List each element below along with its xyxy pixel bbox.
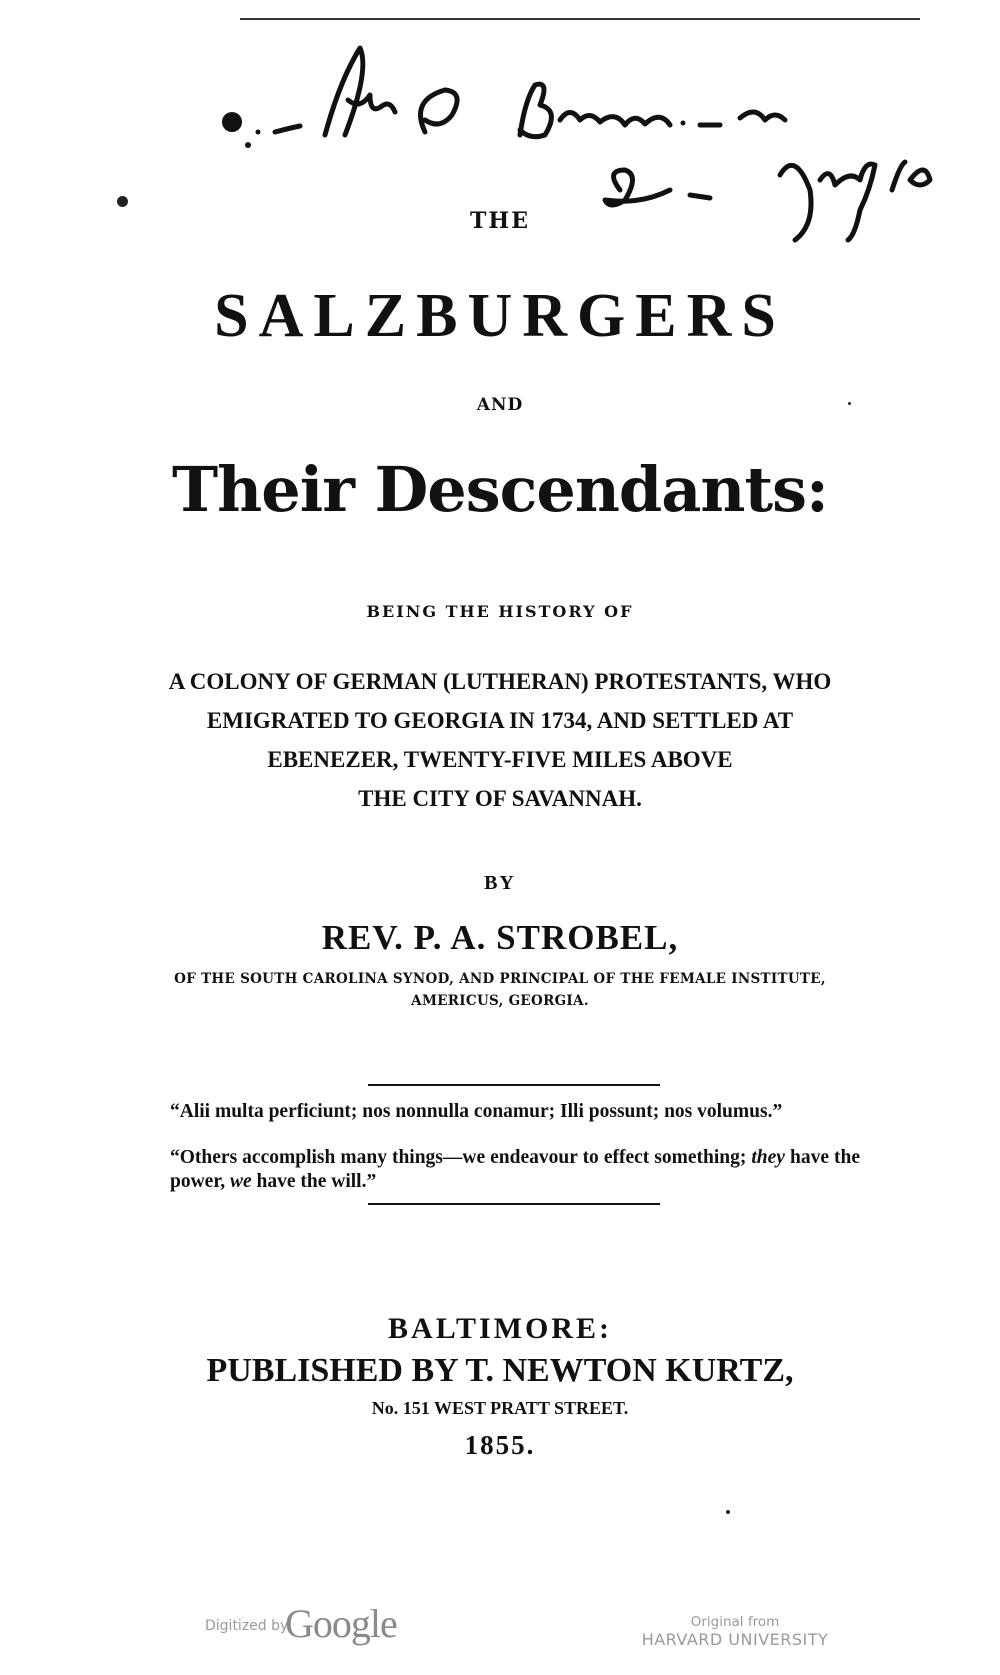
author-affiliation: [0, 968, 1000, 1012]
description-line: THE CITY OF SAVANNAH.: [358, 786, 642, 811]
original-from-label: Original from: [690, 1614, 780, 1630]
publication-city: BALTIMORE:: [388, 1312, 612, 1345]
publication-year: 1855.: [464, 1430, 536, 1460]
title-article: THE: [470, 208, 530, 234]
epigraph-english-part: “Others accomplish many things—we endeavour to effect something;: [170, 1147, 752, 1168]
epigraph-english: [170, 1146, 860, 1194]
by-label: BY: [484, 872, 516, 894]
publisher-address: No. 151 WEST PRATT STREET.: [371, 1398, 629, 1418]
description-line: EBENEZER, TWENTY-FIVE MILES ABOVE: [267, 747, 733, 772]
institution-name: HARVARD UNIVERSITY: [641, 1630, 829, 1649]
epigraph-english-part: have the power,: [170, 1147, 860, 1192]
epigraph-bottom-rule: [368, 1203, 660, 1205]
book-title: SALZBURGERS: [214, 282, 786, 350]
author-name: REV. P. A. STROBEL,: [321, 918, 679, 957]
google-logo: Google: [285, 1601, 397, 1646]
digitized-by-label: Digitized by: [205, 1618, 289, 1634]
epigraph-latin: “Alii multa perficiunt; nos nonnulla conamur; Illi possunt; nos volumus.”: [170, 1101, 783, 1122]
description-line: A COLONY OF GERMAN (LUTHERAN) PROTESTANTS, WHO: [168, 669, 832, 694]
top-edge-rule: [240, 18, 920, 20]
book-description: [0, 662, 1000, 818]
affiliation-line: AMERICUS, GEORGIA.: [411, 993, 589, 1009]
epigraph-english-emphasis: they: [751, 1147, 785, 1168]
affiliation-line: OF THE SOUTH CAROLINA SYNOD, AND PRINCIPAL OF THE FEMALE INSTITUTE,: [174, 971, 826, 987]
book-subtitle: Their Descendants:: [172, 453, 828, 526]
epigraph-top-rule: [368, 1084, 660, 1086]
ink-speck: [726, 1510, 730, 1514]
epigraph-english-emphasis: we: [229, 1171, 252, 1192]
description-intro: BEING THE HISTORY OF: [366, 602, 634, 621]
title-conjunction: AND: [476, 395, 524, 415]
provenance-note: [620, 1614, 850, 1648]
epigraph-english-part: have the will.”: [251, 1171, 377, 1192]
ink-speck: [117, 196, 128, 207]
handwritten-inscription: [220, 40, 980, 270]
publisher-name: PUBLISHED BY T. NEWTON KURTZ,: [206, 1352, 794, 1389]
description-line: EMIGRATED TO GEORGIA IN 1734, AND SETTLED AT: [206, 708, 794, 733]
